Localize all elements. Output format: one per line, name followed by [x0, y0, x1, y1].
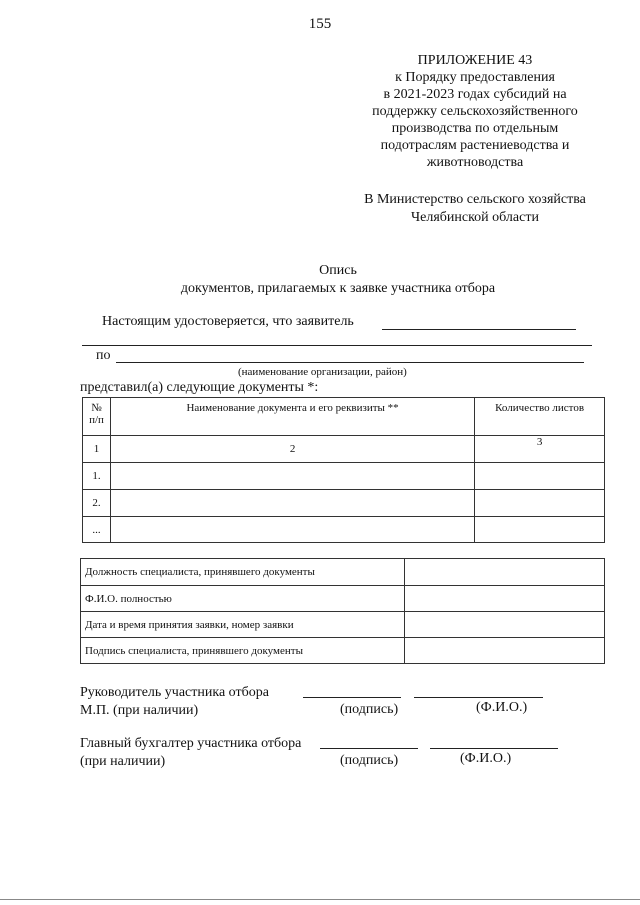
sheet-count-cell[interactable]: [475, 463, 605, 490]
by-label: по: [96, 348, 111, 363]
receipt-label: Дата и время принятия заявки, номер заявки: [81, 612, 405, 638]
addressee-line-1: В Министерство сельского хозяйства: [364, 192, 586, 207]
receipt-value-cell[interactable]: [405, 638, 605, 664]
row-number: 1.: [83, 463, 111, 490]
certify-text: Настоящим удостоверяется, что заявитель: [102, 314, 354, 329]
head-signature-line[interactable]: [303, 697, 401, 698]
document-name-cell[interactable]: [110, 490, 474, 517]
accountant-note: (при наличии): [80, 754, 166, 769]
table-row: [83, 463, 605, 490]
appendix-line: производства по отдельным: [391, 121, 559, 136]
presented-text: представил(а) следующие документы *:: [80, 380, 319, 395]
header-document-name: Наименование документа и его реквизиты **: [110, 398, 474, 436]
accountant-label: Главный бухгалтер участника отбора: [80, 736, 302, 751]
title-line-2: документов, прилагаемых к заявке участника отбора: [180, 281, 496, 296]
accountant-fio-caption: (Ф.И.О.): [460, 751, 512, 766]
table-row: [83, 490, 605, 517]
title-line-1: Опись: [319, 263, 357, 278]
receipt-row: [81, 612, 605, 638]
receipt-row: [81, 586, 605, 612]
column-number: 1: [83, 436, 111, 463]
column-number: 3: [475, 436, 605, 463]
appendix-line: поддержку сельскохозяйственного: [372, 104, 578, 119]
column-number: 2: [110, 436, 474, 463]
head-label: Руководитель участника отбора: [80, 685, 269, 700]
applicant-field-line-2[interactable]: [82, 345, 592, 346]
document-name-cell[interactable]: [110, 463, 474, 490]
accountant-fio-line[interactable]: [430, 748, 558, 749]
head-fio-line[interactable]: [414, 697, 543, 698]
receipt-label: Должность специалиста, принявшего документы: [81, 559, 405, 586]
addressee-line-2: Челябинской области: [411, 210, 539, 225]
documents-table: [82, 397, 605, 543]
receipt-row: [81, 638, 605, 664]
head-signature-caption: (подпись): [340, 702, 399, 717]
receipt-label: Подпись специалиста, принявшего документы: [81, 638, 405, 664]
receipt-label: Ф.И.О. полностью: [81, 586, 405, 612]
organization-field-line[interactable]: [116, 362, 584, 363]
head-fio-caption: (Ф.И.О.): [476, 700, 528, 715]
appendix-line: к Порядку предоставления: [395, 70, 555, 85]
row-number: ...: [83, 517, 111, 543]
page-number: 155: [308, 16, 332, 32]
document-name-cell[interactable]: [110, 517, 474, 543]
receipt-table: [80, 558, 605, 664]
appendix-line: в 2021-2023 годах субсидий на: [383, 87, 567, 102]
table-row: [83, 517, 605, 543]
appendix-line: животноводства: [426, 155, 524, 170]
appendix-header: [330, 52, 620, 171]
applicant-field-line[interactable]: [382, 329, 576, 330]
receipt-value-cell[interactable]: [405, 612, 605, 638]
column-numbers-row: [83, 436, 605, 463]
receipt-value-cell[interactable]: [405, 586, 605, 612]
accountant-signature-line[interactable]: [320, 748, 418, 749]
accountant-signature-caption: (подпись): [340, 753, 399, 768]
seal-label: М.П. (при наличии): [80, 703, 199, 718]
appendix-line: подотраслям растениеводства и: [380, 138, 570, 153]
header-sheet-count: Количество листов: [475, 398, 605, 436]
document-title: [0, 262, 640, 298]
table-header-row: [83, 398, 605, 436]
sheet-count-cell[interactable]: [475, 490, 605, 517]
page-bottom-rule: [0, 899, 640, 900]
organization-caption: (наименование организации, район): [238, 366, 407, 378]
appendix-line: ПРИЛОЖЕНИЕ 43: [417, 53, 533, 68]
addressee: [340, 191, 610, 227]
row-number: 2.: [83, 490, 111, 517]
sheet-count-cell[interactable]: [475, 517, 605, 543]
header-number: № п/п: [83, 398, 111, 436]
receipt-row: [81, 559, 605, 586]
receipt-value-cell[interactable]: [405, 559, 605, 586]
